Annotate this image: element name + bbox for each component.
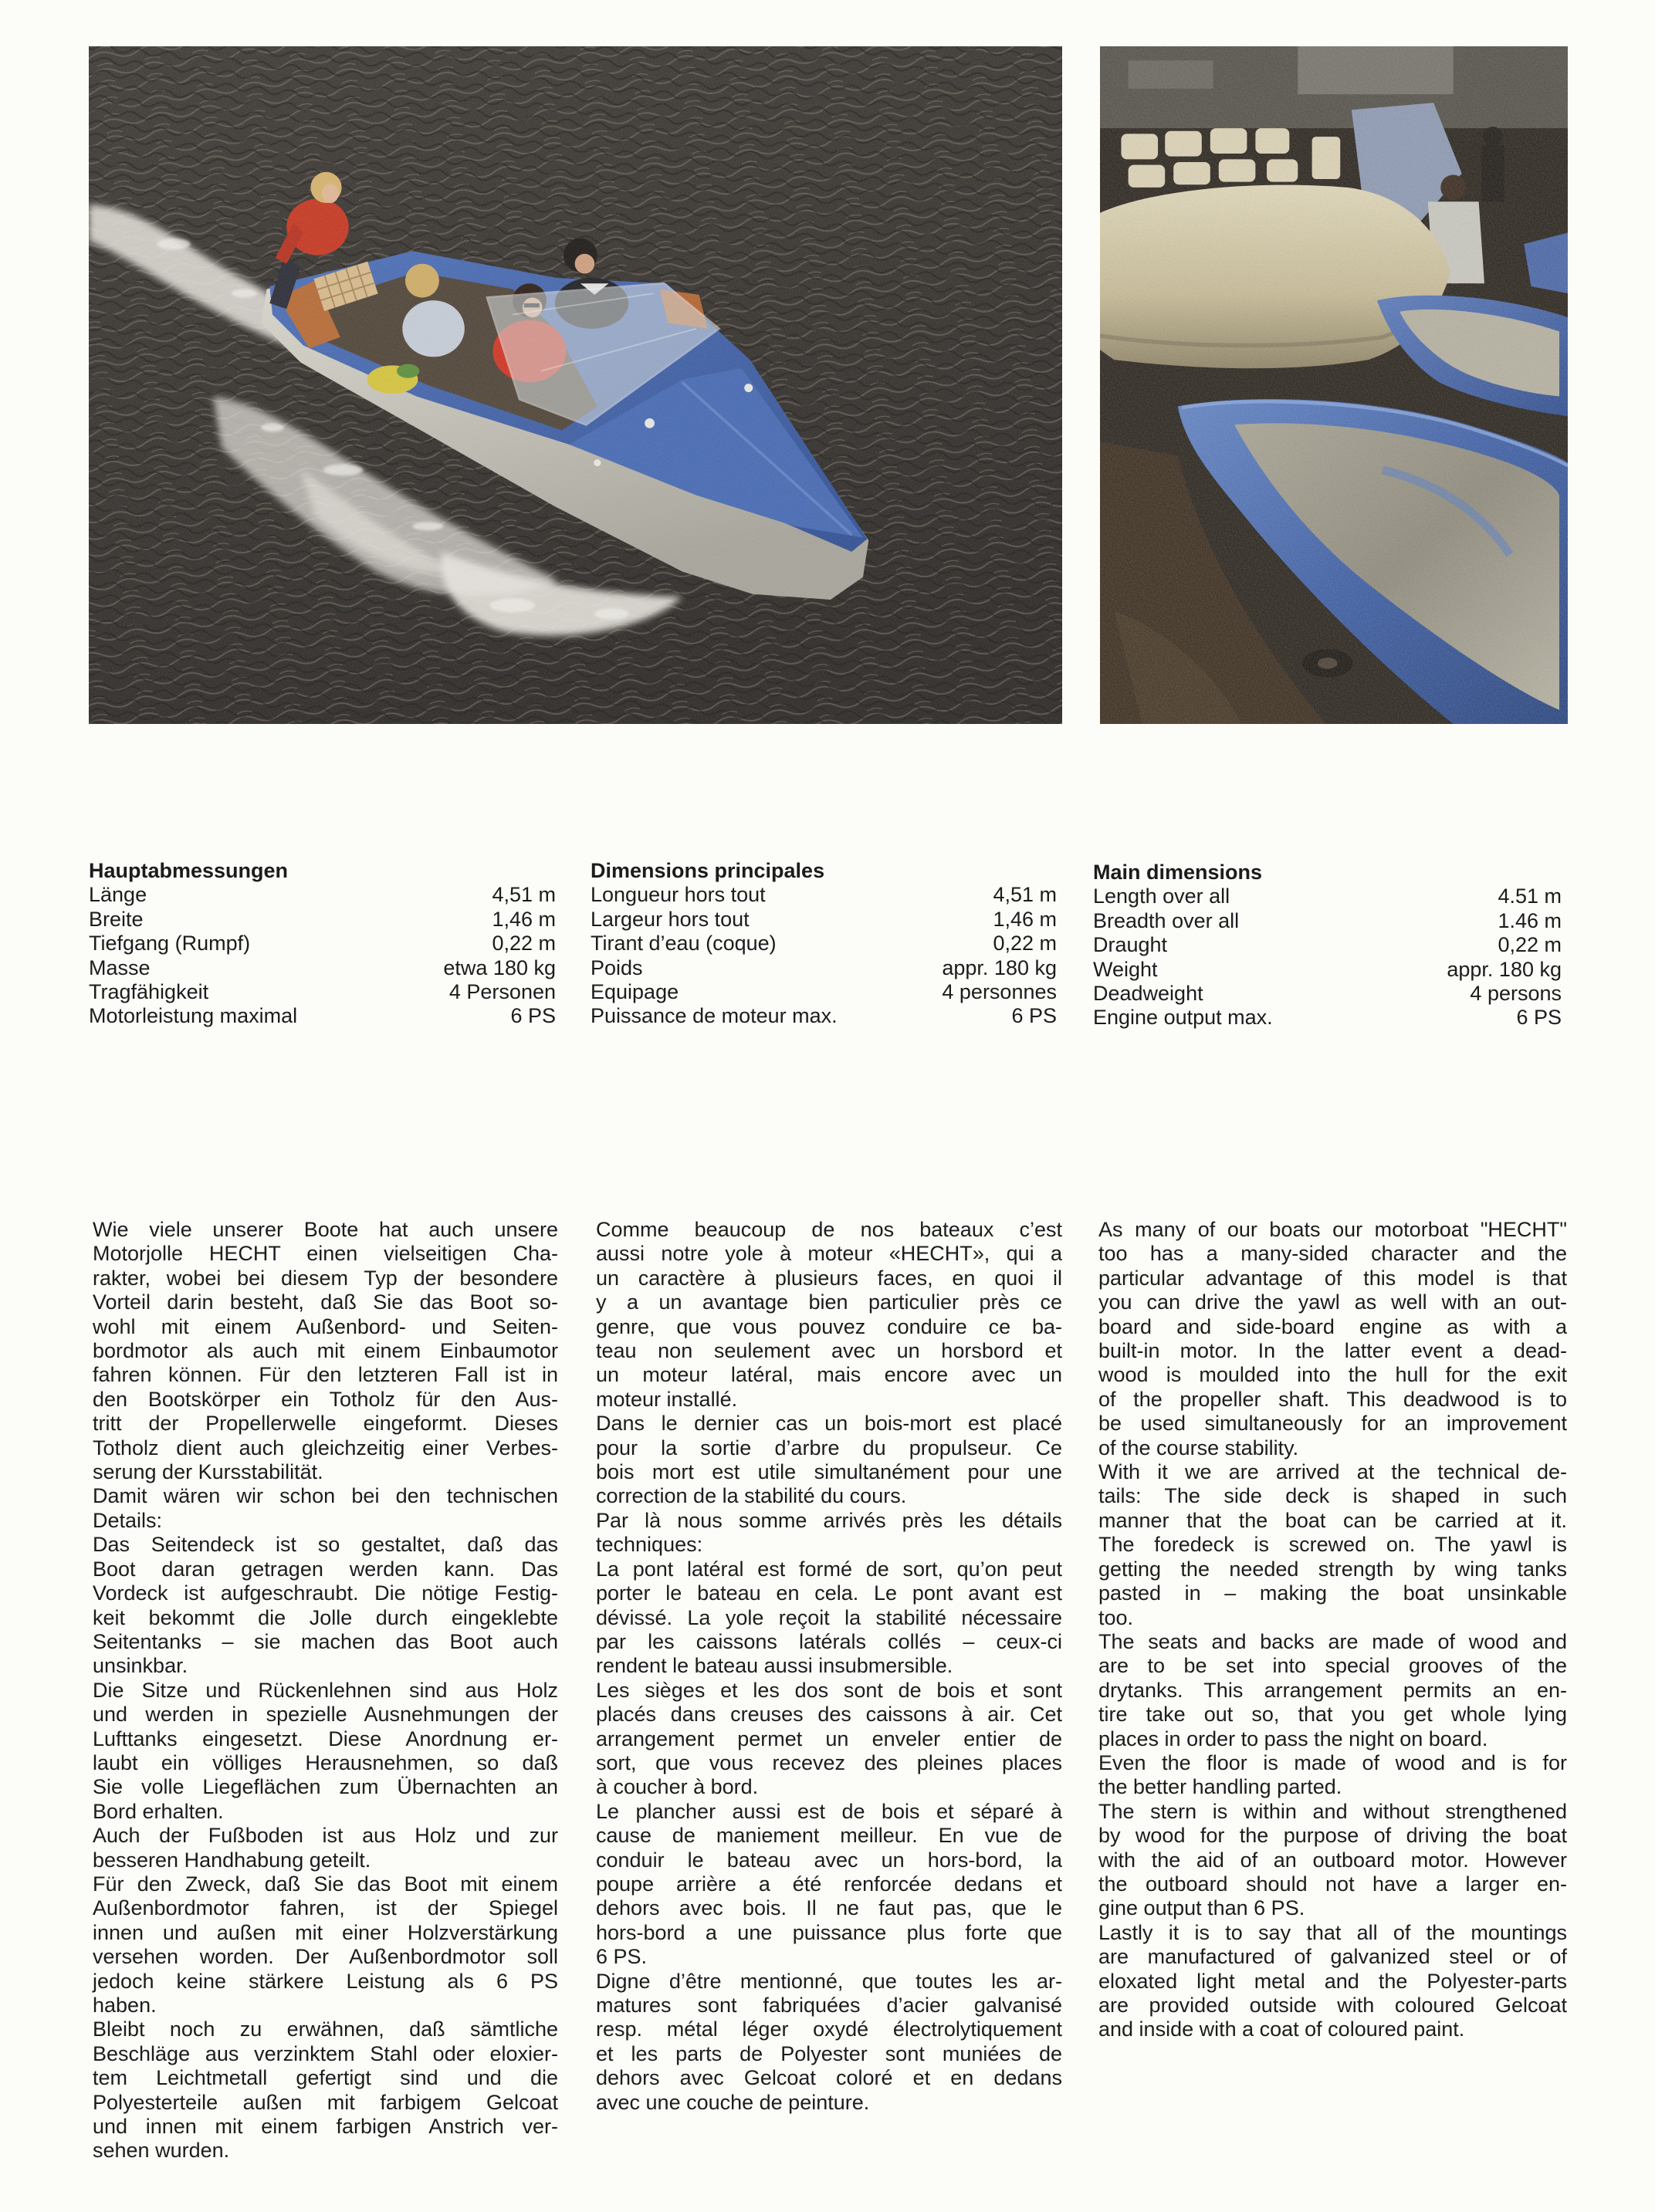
text-line: Damit wären wir schon bei den technischen <box>93 1484 558 1508</box>
text-line: Vordeck ist aufgeschraubt. Die nötige Festig- <box>93 1581 558 1605</box>
spec-label: Tragfähigkeit <box>89 980 209 1004</box>
text-line: are manufactured of galvanized steel or of <box>1098 1945 1567 1969</box>
paragraph <box>1098 1460 1567 1630</box>
text-line: the outboard should not have a larger en- <box>1098 1872 1567 1896</box>
text-line: Seitentanks – sie machen das Boot auch <box>93 1629 558 1653</box>
paragraph <box>93 1218 558 1484</box>
spec-value: 0,22 m <box>993 932 1057 955</box>
text-line: Digne d’être mentionné, que toutes les ar- <box>596 1969 1062 1993</box>
text-line: The stern is within and without strengthened <box>1098 1799 1567 1823</box>
text-line: serung der Kursstabilität. <box>93 1460 323 1484</box>
spec-row <box>89 980 556 1004</box>
text-line: Polyesterteile außen mit farbigem Gelcoat <box>93 2090 558 2114</box>
text-line: board and side-board engine as with a <box>1098 1314 1567 1338</box>
spec-row <box>1093 982 1562 1006</box>
text-line: moteur installé. <box>596 1387 738 1411</box>
text-line: techniques: <box>596 1533 703 1557</box>
text-line: aussi notre yole à moteur «HECHT», qui a <box>596 1242 1062 1266</box>
text-line: Wie viele unserer Boote hat auch unsere <box>93 1218 558 1241</box>
text-line: y a un avantage bien particulier près ce <box>596 1290 1062 1314</box>
paragraph <box>596 1558 1062 1679</box>
text-line: built-in motor. In the latter event a dead- <box>1098 1339 1567 1363</box>
spec-value: 6 PS <box>1011 1004 1057 1028</box>
spec-label: Breadth over all <box>1093 908 1240 932</box>
paragraph <box>596 1218 1062 1412</box>
spec-label: Weight <box>1093 957 1158 981</box>
text-line: placés dans creuses des caissons à air. Cet <box>596 1703 1062 1727</box>
body-text-french <box>596 1218 1062 2115</box>
paragraph <box>93 1484 558 1533</box>
text-line: too has a many-sided character and the <box>1098 1242 1567 1266</box>
text-line: laubt ein völliges Herausnehmen, so daß <box>93 1750 558 1774</box>
text-line: Par là nous somme arrivés près les détails <box>596 1508 1062 1532</box>
spec-value: 6 PS <box>510 1004 556 1028</box>
text-line: places in order to pass the night on board. <box>1098 1727 1488 1750</box>
text-line: tritt der Propellerwelle eingeformt. Dieses <box>93 1412 558 1436</box>
text-line: Details: <box>93 1508 163 1532</box>
spec-row <box>591 908 1057 932</box>
text-line: with the aid of an outboard motor. However <box>1098 1848 1567 1872</box>
spec-value: 4.51 m <box>1498 884 1562 908</box>
text-line: fahren können. Für den letzteren Fall ist in <box>93 1363 558 1387</box>
text-line: Bord erhalten. <box>93 1799 224 1823</box>
text-line: and inside with a coat of coloured paint. <box>1098 2018 1465 2041</box>
boat-factory-photo-graphic <box>1100 46 1568 724</box>
text-line: getting the needed strength by wing tanks <box>1098 1557 1567 1581</box>
text-line: Dans le dernier cas un bois-mort est placé <box>596 1412 1062 1436</box>
spec-value: 4,51 m <box>993 883 1057 907</box>
text-line: As many of our boats our motorboat "HECHT" <box>1098 1218 1567 1241</box>
text-line: Totholz dient auch gleichzeitig einer Verbes- <box>93 1436 558 1459</box>
paragraph <box>1098 1921 1567 2042</box>
spec-heading: Hauptabmessungen <box>89 859 289 882</box>
text-line: be used simultaneously for an improvement <box>1098 1412 1567 1436</box>
text-line: keit bekommt die Jolle durch eingeklebte <box>93 1605 558 1629</box>
text-line: too. <box>1098 1605 1134 1629</box>
paragraph <box>596 1800 1062 1970</box>
text-line: La pont latéral est formé de sort, qu’on peut <box>596 1557 1062 1581</box>
spec-label: Motorleistung maximal <box>89 1004 298 1028</box>
text-line: 6 PS. <box>596 1945 648 1969</box>
text-line: particular advantage of this model is that <box>1098 1266 1567 1290</box>
text-line: teau non seulement avec un horsbord et <box>596 1339 1062 1363</box>
spec-row <box>89 956 556 980</box>
text-line: den Bootskörper ein Totholz für den Aus- <box>93 1387 558 1411</box>
spec-label: Engine output max. <box>1093 1006 1273 1030</box>
text-line: The foredeck is screwed on. The yawl is <box>1098 1533 1567 1557</box>
text-line: the better handling parted. <box>1098 1775 1342 1799</box>
text-line: und werden in spezielle Ausnehmungen der <box>93 1703 558 1727</box>
text-line: of the propeller shaft. This deadwood is to <box>1098 1387 1567 1411</box>
spec-row <box>1093 1006 1562 1030</box>
text-line: Das Seitendeck ist so gestaltet, daß das <box>93 1533 558 1557</box>
text-line: haben. <box>93 1994 157 2017</box>
spec-label: Length over all <box>1093 884 1230 908</box>
text-line: tem Leichtmetall gefertigt sind und die <box>93 2066 558 2090</box>
text-line: Auch der Fußboden ist aus Holz und zur <box>93 1824 558 1848</box>
spec-value: 1,46 m <box>492 907 556 931</box>
spec-row <box>591 1004 1057 1028</box>
spec-label: Largeur hors tout <box>591 907 750 931</box>
text-line: wohl mit einem Außenbord- und Seiten- <box>93 1314 558 1338</box>
text-line: eloxated light metal and the Polyester-parts <box>1098 1969 1567 1993</box>
spec-label: Tiefgang (Rumpf) <box>89 932 251 955</box>
spec-row <box>1093 933 1562 957</box>
spec-row <box>1093 884 1562 908</box>
text-line: cause de maniement meilleur. En vue de <box>596 1824 1062 1848</box>
text-line: are to be set into special grooves of the <box>1098 1654 1567 1678</box>
text-line: resp. métal léger oxydé électrolytiquement <box>596 2018 1062 2041</box>
spec-label: Puissance de moteur max. <box>591 1004 838 1028</box>
text-line: of the course stability. <box>1098 1436 1299 1459</box>
text-line: unsinkbar. <box>93 1654 188 1678</box>
spec-label: Deadweight <box>1093 982 1203 1006</box>
spec-row <box>89 908 556 932</box>
text-line: un caractère à plusieurs faces, en quoi il <box>596 1266 1062 1290</box>
text-line: dehors avec Gelcoat coloré et en dedans <box>596 2066 1062 2090</box>
paragraph <box>596 1509 1062 1558</box>
text-line: Lufttanks eingesetzt. Diese Anordnung er- <box>93 1727 558 1750</box>
text-line: un moteur latéral, mais encore avec un <box>596 1363 1062 1387</box>
text-line: correction de la stabilité du cours. <box>596 1484 907 1508</box>
text-line: you can drive the yawl as well with an out- <box>1098 1290 1567 1314</box>
text-line: avec une couche de peinture. <box>596 2090 870 2114</box>
spec-label: Breite <box>89 907 144 931</box>
spec-value: 1.46 m <box>1498 908 1562 932</box>
text-line: With it we are arrived at the technical de- <box>1098 1460 1567 1484</box>
text-line: innen und außen mit einer Holzverstärkung <box>93 1920 558 1944</box>
spec-heading: Main dimensions <box>1093 861 1263 884</box>
spec-value: 4 personnes <box>942 980 1057 1004</box>
motorboat-photo <box>89 46 1062 724</box>
text-line: by wood for the purpose of driving the boat <box>1098 1824 1567 1848</box>
text-line: Motorjolle HECHT einen vielseitigen Cha- <box>93 1242 558 1266</box>
spec-heading: Dimensions principales <box>591 859 825 882</box>
spec-table-english <box>1093 861 1562 1030</box>
text-line: rakter, wobei bei diesem Typ der besondere <box>93 1266 558 1290</box>
text-line: Außenbordmotor fahren, ist der Spiegel <box>93 1896 558 1920</box>
text-line: are provided outside with coloured Gelcoat <box>1098 1994 1567 2017</box>
spec-label: Tirant d’eau (coque) <box>591 932 777 955</box>
spec-row <box>1093 909 1562 933</box>
paragraph <box>1098 1751 1567 1800</box>
body-text-english <box>1098 1218 1567 2042</box>
spec-table-french <box>591 859 1057 1029</box>
text-line: Die Sitze und Rückenlehnen sind aus Holz <box>93 1678 558 1702</box>
spec-row <box>1093 958 1562 982</box>
spec-value: etwa 180 kg <box>443 955 556 979</box>
text-line: Sie volle Liegeflächen zum Übernachten an <box>93 1775 558 1799</box>
paragraph <box>596 1412 1062 1509</box>
text-line: hors-bord a une puissance plus forte que <box>596 1920 1062 1944</box>
text-line: Beschläge aus verzinktem Stahl oder eloxier- <box>93 2041 558 2065</box>
text-line: tire take out so, that you get whole lying <box>1098 1703 1567 1727</box>
paragraph <box>1098 1218 1567 1460</box>
text-line: dehors avec bois. Il ne faut pas, que le <box>596 1896 1062 1920</box>
text-line: gine output than 6 PS. <box>1098 1896 1305 1920</box>
text-line: Les sièges et les dos sont de bois et sont <box>596 1678 1062 1702</box>
text-line: wood is moulded into the hull for the exit <box>1098 1363 1567 1387</box>
text-line: Vorteil darin besteht, daß Sie das Boot so- <box>93 1290 558 1314</box>
text-line: bois mort est utile simultanément pour une <box>596 1460 1062 1484</box>
text-line: arrangement permet un enveler entier de <box>596 1727 1062 1750</box>
text-line: Bleibt noch zu erwähnen, daß sämtliche <box>93 2018 558 2041</box>
boat-factory-photo <box>1100 46 1568 724</box>
text-line: pour la sortie d’arbre du propulseur. Ce <box>596 1436 1062 1459</box>
paragraph <box>596 1679 1062 1800</box>
spec-label: Masse <box>89 955 151 979</box>
text-line: bordmotor als auch mit einem Einbaumotor <box>93 1339 558 1363</box>
text-line: matures sont fabriquées d’acier galvanisé <box>596 1994 1062 2017</box>
text-line: et les parts de Polyester sont muniées de <box>596 2041 1062 2065</box>
text-line: Even the floor is made of wood and is for <box>1098 1750 1567 1774</box>
text-line: rendent le bateau aussi insubmersible. <box>596 1654 953 1678</box>
spec-label: Equipage <box>591 980 679 1004</box>
spec-value: 4,51 m <box>492 883 556 907</box>
text-line: genre, que vous pouvez conduire ce ba- <box>596 1314 1062 1338</box>
paragraph <box>596 1970 1062 2115</box>
paragraph <box>93 1533 558 1678</box>
text-line: drytanks. This arrangement permits an en- <box>1098 1678 1567 1702</box>
text-line: besseren Handhabung geteilt. <box>93 1848 371 1872</box>
spec-row <box>591 932 1057 955</box>
text-line: Comme beaucoup de nos bateaux c’est <box>596 1218 1062 1241</box>
text-line: à coucher à bord. <box>596 1775 759 1799</box>
motorboat-photo-graphic <box>89 46 1062 724</box>
text-line: sort, que vous recevez des pleines places <box>596 1750 1062 1774</box>
paragraph <box>1098 1630 1567 1751</box>
spec-row <box>89 1004 556 1028</box>
text-line: Für den Zweck, daß Sie das Boot mit einem <box>93 1872 558 1896</box>
paragraph <box>93 2018 558 2163</box>
text-line: dévissé. La yole reçoit la stabilité nécessaire <box>596 1605 1062 1629</box>
spec-row <box>591 883 1057 907</box>
spec-label: Longueur hors tout <box>591 883 766 907</box>
spec-table-german <box>89 859 556 1029</box>
text-line: Le plancher aussi est de bois et séparé à <box>596 1799 1062 1823</box>
paragraph <box>93 1679 558 1824</box>
spec-value: appr. 180 kg <box>942 955 1057 979</box>
spec-label: Länge <box>89 883 147 907</box>
text-line: conduir le bateau avec un hors-bord, la <box>596 1848 1062 1872</box>
spec-label: Poids <box>591 955 643 979</box>
spec-value: 6 PS <box>1516 1006 1562 1030</box>
paragraph <box>93 1824 558 1872</box>
text-line: porter le bateau en cela. Le pont avant est <box>596 1581 1062 1605</box>
spec-value: appr. 180 kg <box>1447 957 1562 981</box>
spec-value: 4 persons <box>1470 982 1562 1006</box>
text-line: tails: The side deck is shaped in such <box>1098 1484 1567 1508</box>
text-line: The seats and backs are made of wood and <box>1098 1629 1567 1653</box>
spec-value: 1,46 m <box>993 907 1057 931</box>
spec-value: 4 Personen <box>448 980 556 1004</box>
text-line: par les caissons latérals collés – ceux-ci <box>596 1629 1062 1653</box>
spec-row <box>89 883 556 907</box>
text-line: und innen mit einem farbigen Anstrich ver- <box>93 2115 558 2139</box>
body-text-german <box>93 1218 558 2163</box>
spec-label: Draught <box>1093 933 1168 957</box>
text-line: versehen worden. Der Außenbordmotor soll <box>93 1945 558 1969</box>
text-line: Lastly it is to say that all of the mountings <box>1098 1920 1567 1944</box>
text-line: jedoch keine stärkere Leistung als 6 PS <box>93 1969 558 1993</box>
spec-value: 0,22 m <box>1498 933 1562 957</box>
text-line: sehen wurden. <box>93 2139 230 2163</box>
paragraph <box>93 1872 558 2018</box>
spec-row <box>89 932 556 955</box>
text-line: poupe arrière a été renforcée dedans et <box>596 1872 1062 1896</box>
spec-row <box>591 956 1057 980</box>
text-line: pasted in – making the boat unsinkable <box>1098 1581 1567 1605</box>
spec-value: 0,22 m <box>492 932 556 955</box>
spec-row <box>591 980 1057 1004</box>
text-line: manner that the boat can be carried at it. <box>1098 1508 1567 1532</box>
paragraph <box>1098 1800 1567 1921</box>
text-line: Boot daran getragen werden kann. Das <box>93 1557 558 1581</box>
